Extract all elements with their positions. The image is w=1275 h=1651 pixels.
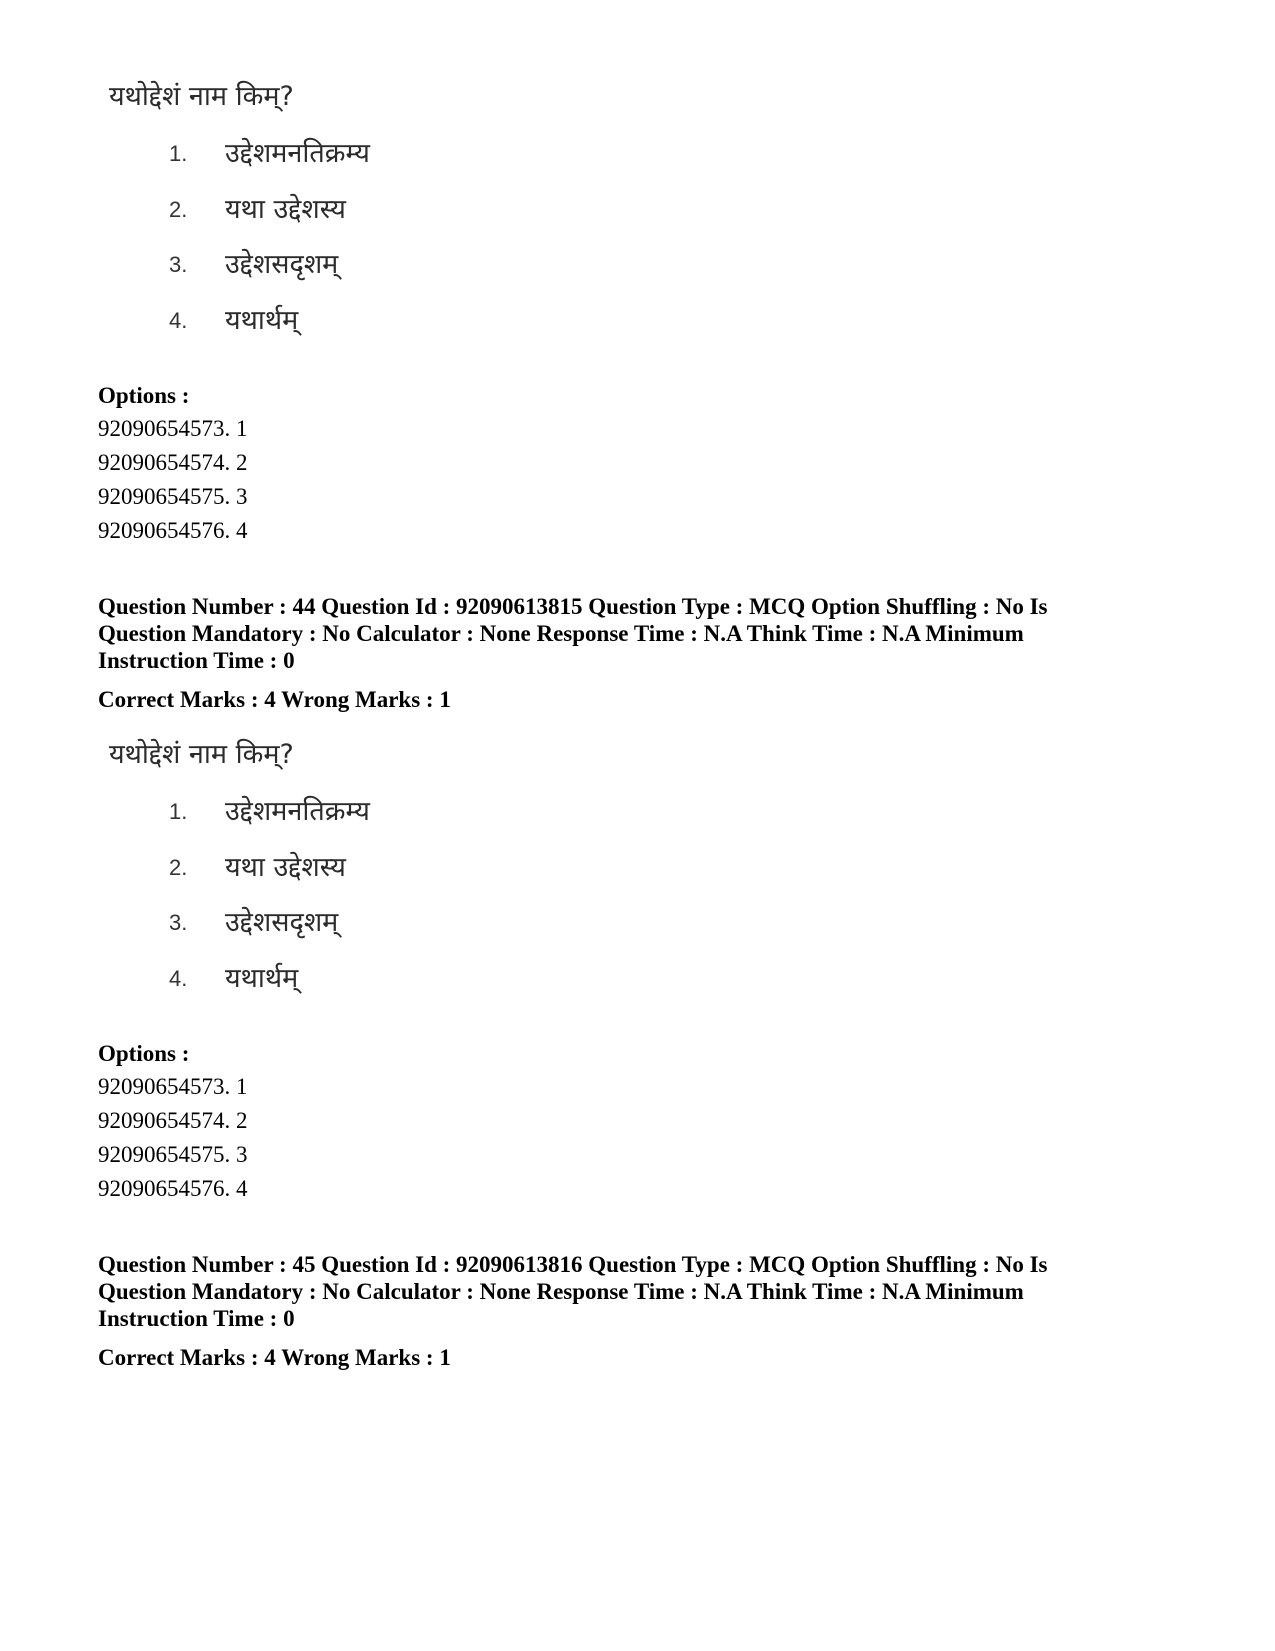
- question-meta-line: Question Number : 44 Question Id : 92090613815 Question Type : MCQ Option Shuffling : No Is: [98, 594, 1048, 619]
- question-meta-line: Question Mandatory : No Calculator : None Response Time : N.A Think Time : N.A Minimum: [98, 621, 1024, 646]
- question-option-text: उद्देशसदृशम्: [225, 249, 339, 280]
- question-option-text: यथार्थम्: [225, 963, 299, 994]
- question-meta: [98, 1251, 1158, 1332]
- question-meta-line: Question Number : 45 Question Id : 92090613816 Question Type : MCQ Option Shuffling : No Is: [98, 1252, 1048, 1277]
- question-option-number: 1.: [169, 799, 188, 824]
- question-meta-line: Instruction Time : 0: [98, 1306, 295, 1331]
- question-option-number: 1.: [169, 141, 188, 166]
- question-option-text: उद्देशमनतिक्रम्य: [225, 796, 370, 827]
- option-id-line: 92090654576. 4: [98, 518, 248, 543]
- question-option-text: यथा उद्देशस्य: [225, 194, 346, 225]
- question-option-text: यथार्थम्: [225, 305, 299, 336]
- question-option-text: उद्देशमनतिक्रम्य: [225, 138, 370, 169]
- option-id-line: 92090654575. 3: [98, 484, 248, 509]
- question-option-text: यथा उद्देशस्य: [225, 852, 346, 883]
- question-marks: Correct Marks : 4 Wrong Marks : 1: [98, 687, 451, 712]
- option-id-line: 92090654576. 4: [98, 1176, 248, 1201]
- question-option-number: 2.: [169, 197, 188, 222]
- question-option-number: 4.: [169, 308, 188, 333]
- question-option-number: 3.: [169, 910, 188, 935]
- options-heading: Options :: [98, 1041, 190, 1066]
- question-marks: Correct Marks : 4 Wrong Marks : 1: [98, 1345, 451, 1370]
- question-option-text: उद्देशसदृशम्: [225, 907, 339, 938]
- question-meta-line: Question Mandatory : No Calculator : None Response Time : N.A Think Time : N.A Minimum: [98, 1279, 1024, 1304]
- option-id-line: 92090654573. 1: [98, 416, 248, 441]
- question-option-number: 4.: [169, 966, 188, 991]
- question-text: यथोद्देशं नाम किम्?: [109, 81, 294, 112]
- options-heading: Options :: [98, 383, 190, 408]
- question-option-number: 2.: [169, 855, 188, 880]
- option-id-line: 92090654574. 2: [98, 1108, 248, 1133]
- question-meta: [98, 593, 1158, 674]
- option-id-line: 92090654574. 2: [98, 450, 248, 475]
- option-id-line: 92090654573. 1: [98, 1074, 248, 1099]
- question-option-number: 3.: [169, 252, 188, 277]
- option-id-line: 92090654575. 3: [98, 1142, 248, 1167]
- question-meta-line: Instruction Time : 0: [98, 648, 295, 673]
- question-text: यथोद्देशं नाम किम्?: [109, 739, 294, 770]
